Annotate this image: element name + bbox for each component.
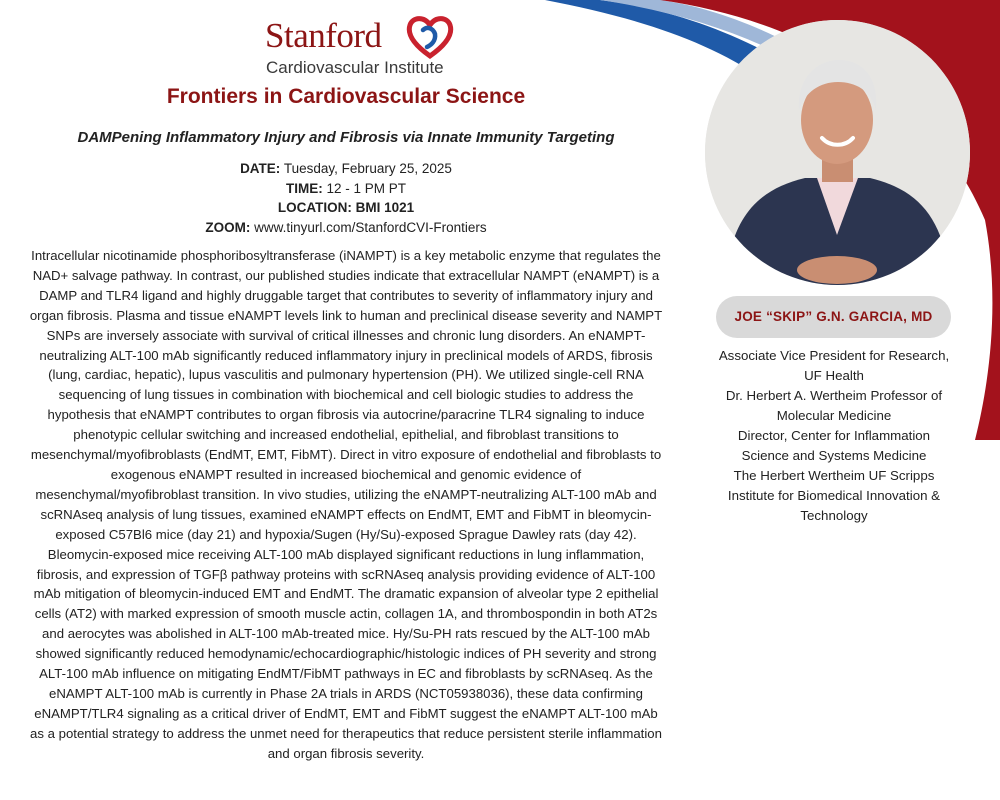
speaker-title-line: Associate Vice President for Research, UF Health [718,348,950,383]
speaker-title-line: The Herbert Wertheim UF Scripps Institute for Biomedical Innovation & Technology [727,468,941,523]
date-label: DATE: [240,161,281,176]
zoom-line [25,218,667,238]
speaker-portrait-illustration [705,20,970,285]
logo-wordmark: Stanford [265,16,382,55]
abstract-text: Intracellular nicotinamide phosphoribosyltransferase (iNAMPT) is a key metabolic enzyme that regulates the NAD+ salvage pathway. In contrast, our published studies indicate that extracellular NAMPT (eNAMPT) is a DAMP and TLR4 ligand and highly druggable target that contributes to severity of inflammatory injury and organ fibrosis. Plasma and tissue eNAMPT levels link to human and preclinical disease severity and NAMPT SNPs are inversely associate with survival of critical illnesses and chronic lung disorders. An eNAMPT-neutralizing ALT-100 mAb significantly reduced inflammatory injury in preclinical models of ARDS, fibrosis (lung, cardiac, hepatic), lupus vasculitis and pulmonary hypertension (PH). We utilized single-cell RNA sequencing of lung tissues in combination with biochemical and cell biologic studies to address the hypothesis that eNAMPT contributes to organ fibrosis via autocrine/paracrine TLR4 signaling to induce phenotypic cellular switching and increased endothelial, epithelial, and fibroblast transitions to mesenchymal/myofibroblasts (EndMT, EMT, FibMT). Direct in vitro exposure of endothelial and fibroblasts to exogenous eNAMPT resulted in increased biochemical and genomic evidence of mesenchymal/myofibroblast transition. In vivo studies, utilizing the eNAMPT-neutralizing ALT-100 mAb and scRNAseq analysis of lung tissues, examined eNAMPT effects on EndMT, EMT and FibMT in bleomycin-exposed C57Bl6 mice (day 21) and hypoxia/Sugen (Hy/Su)-exposed Sprague Dawley rats (day 42). Bleomycin-exposed mice receiving ALT-100 mAb displayed significant reductions in lung inflammation, fibrosis, and expression of TGFβ pathway proteins with scRNAseq analysis providing evidence of ALT-100 mAb mitigation of bleomycin-induced EMT and EndMT. The dramatic expansion of alveolar type 2 epithelial cells (AT2) with marked expression of smooth muscle actin, collagen 1A, and thrombospondin in both AT2s and aerocytes was abolished in ALT-100 mAb-treated mice. Hy/Su-PH rats rescued by the ALT-100 mAb showed significantly reduced hemodynamic/echocardiographic/histologic indices of PH severity and strong ALT-100 mAb influence on mitigating EndMT/FibMT pathways in EC and fibroblasts by scRNAseq. As the eNAMPT ALT-100 mAb is currently in Phase 2A trials in ARDS (NCT05938036), these data confirming eNAMPT/TLR4 signaling as a critical driver of EndMT, EMT and FibMT suggest the eNAMPT ALT-100 mAb as a potential strategy to address the unmet need for therapeutics that reduce persistent sterile inflammation and organ fibrosis severity. [29,248,663,761]
date-value: Tuesday, February 25, 2025 [283,161,452,176]
speaker-titles [713,346,955,526]
date-line [25,159,667,179]
series-title: Frontiers in Cardiovascular Science [166,85,526,108]
time-line [25,179,667,199]
speaker-title-line: Dr. Herbert A. Wertheim Professor of Molecular Medicine [725,388,943,423]
speaker-name-badge: JOE “SKIP” G.N. GARCIA, MD [716,296,951,338]
location-line [25,198,667,218]
time-value: 12 - 1 PM PT [326,180,407,196]
zoom-link[interactable]: www.tinyurl.com/StanfordCVI-Frontiers [254,219,487,235]
zoom-label: ZOOM: [205,219,251,235]
stanford-cvi-logo [265,14,465,78]
event-details [25,159,667,237]
speaker-photo [705,20,970,285]
location-label: LOCATION: BMI 1021 [277,200,415,215]
heart-icon [405,14,455,60]
logo-subtitle: Cardiovascular Institute [266,58,444,77]
speaker-title-line: Director, Center for Inflammation Science and Systems Medicine [737,428,931,463]
time-label: TIME: [285,180,323,196]
talk-title: DAMPening Inflammatory Injury and Fibrosis via Innate Immunity Targeting [77,129,615,146]
